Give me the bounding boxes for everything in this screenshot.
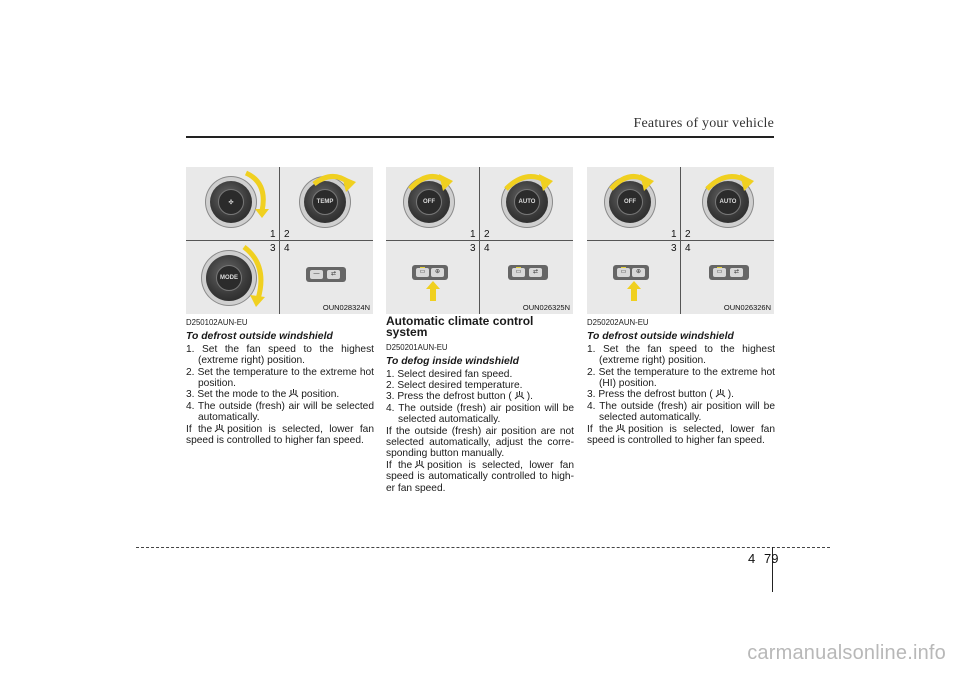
figure-code: OUN026325N (522, 303, 570, 312)
list-item: 3. Set the mode to the position. (186, 389, 340, 401)
defrost-switch: ▭ ⊕ (412, 265, 448, 280)
up-arrow-icon (627, 281, 641, 301)
recirculation-icon: ⇄ (730, 268, 743, 277)
defrost-icon (615, 424, 626, 433)
figure-2: OFF AUTO ▭ ⊕ ▭ ⇄ 1 2 3 4 OUN026325N (386, 167, 573, 314)
defrost-icon (214, 424, 225, 433)
defrost-icon (414, 460, 425, 469)
rotate-arrow-icon (242, 169, 272, 219)
up-arrow-icon (426, 281, 440, 301)
figure-1: ✣ TEMP MODE — ⇄ 1 2 3 4 OUN028324N (186, 167, 373, 314)
rotate-arrow-icon (312, 170, 358, 194)
recirculation-icon: ⇄ (327, 270, 340, 279)
column-3 (587, 317, 775, 446)
list-item: 1. Select desired fan speed. (386, 368, 513, 380)
chapter-number: 4 (748, 551, 756, 566)
figure-code: OUN028324N (322, 303, 370, 312)
auto-label: AUTO (514, 189, 540, 215)
defrost-icon (715, 389, 726, 398)
note-paragraph: If the position is selected, lower fan speed is controlled to higher fan speed. (587, 423, 775, 447)
fan-off-label: OFF (617, 189, 643, 215)
rotate-arrow-icon (607, 169, 657, 195)
rotate-arrow-icon (703, 169, 757, 195)
list-item: 2. Set the temperature to the extreme hot (HI) position. (587, 366, 775, 390)
note-paragraph: If the outside (fresh) air position are not selected automatically, adjust the corre-sponding button manually. (386, 425, 574, 460)
section-code: D250202AUN-EU (587, 318, 649, 327)
header-rule (186, 136, 774, 138)
figure-3: OFF AUTO ▭ ⊕ ▭ ⇄ 1 2 3 4 OUN026326N (587, 167, 774, 314)
section-code: D250102AUN-EU (186, 318, 248, 327)
subsection-title: To defrost outside windshield (186, 331, 333, 343)
temp-knob-label: TEMP (312, 189, 338, 215)
list-item: 2. Select desired temperature. (386, 380, 523, 392)
column-2 (386, 314, 574, 494)
column-1 (186, 317, 374, 446)
fan-icon: ✣ (218, 189, 244, 215)
watermark-text: carmanualsonline.info (747, 642, 946, 664)
recirc-switch: ▭ ⇄ (709, 265, 749, 280)
rotate-arrow-icon (502, 169, 556, 195)
defrost-switch: ▭ ⊕ (613, 265, 649, 280)
auto-label: AUTO (715, 189, 741, 215)
list-item: 4. The outside (fresh) air position will be selected automatically. (386, 402, 574, 426)
subsection-title: To defrost outside windshield (587, 331, 734, 343)
recirc-switch: ▭ ⇄ (508, 265, 548, 280)
footer-dashed-rule (136, 547, 830, 548)
note-paragraph: If the position is selected, lower fan speed is controlled to higher fan speed. (186, 423, 374, 447)
defrost-icon: ⊕ (632, 268, 645, 277)
list-item: 1. Set the fan speed to the highest (extreme right) position. (587, 343, 775, 367)
section-code: D250201AUN-EU (386, 342, 448, 352)
list-item: 1. Set the fan speed to the highest (extreme right) position. (186, 343, 374, 367)
defrost-icon: ⊕ (431, 268, 444, 277)
figure-code: OUN026326N (723, 303, 771, 312)
defrost-icon (514, 391, 525, 400)
note-paragraph: If the position is selected, lower fan speed is automatically controlled to high-er fan speed. (386, 459, 574, 494)
recirculation-icon: ⇄ (529, 268, 542, 277)
list-item: 4. The outside (fresh) air will be selected automatically. (186, 400, 374, 424)
list-item: 3. Press the defrost button ( ). (386, 391, 533, 403)
page-header-title: Features of your vehicle (633, 116, 774, 131)
rotate-arrow-icon (406, 169, 456, 195)
list-item: 3. Press the defrost button ( ). (587, 389, 734, 401)
subsection-title: To defog inside windshield (386, 356, 519, 368)
page-number (748, 551, 779, 566)
rotate-arrow-icon (238, 243, 270, 309)
list-item: 2. Set the temperature to the extreme hot position. (186, 366, 374, 390)
fan-off-label: OFF (416, 189, 442, 215)
list-item: 4. The outside (fresh) air position will be selected automatically. (587, 400, 775, 424)
recirc-switch: — ⇄ (306, 267, 346, 282)
defrost-icon (288, 389, 299, 398)
mode-knob-label: MODE (216, 265, 242, 291)
page-number-value: 79 (764, 551, 779, 566)
section-title: Automatic climate control system (386, 314, 534, 340)
